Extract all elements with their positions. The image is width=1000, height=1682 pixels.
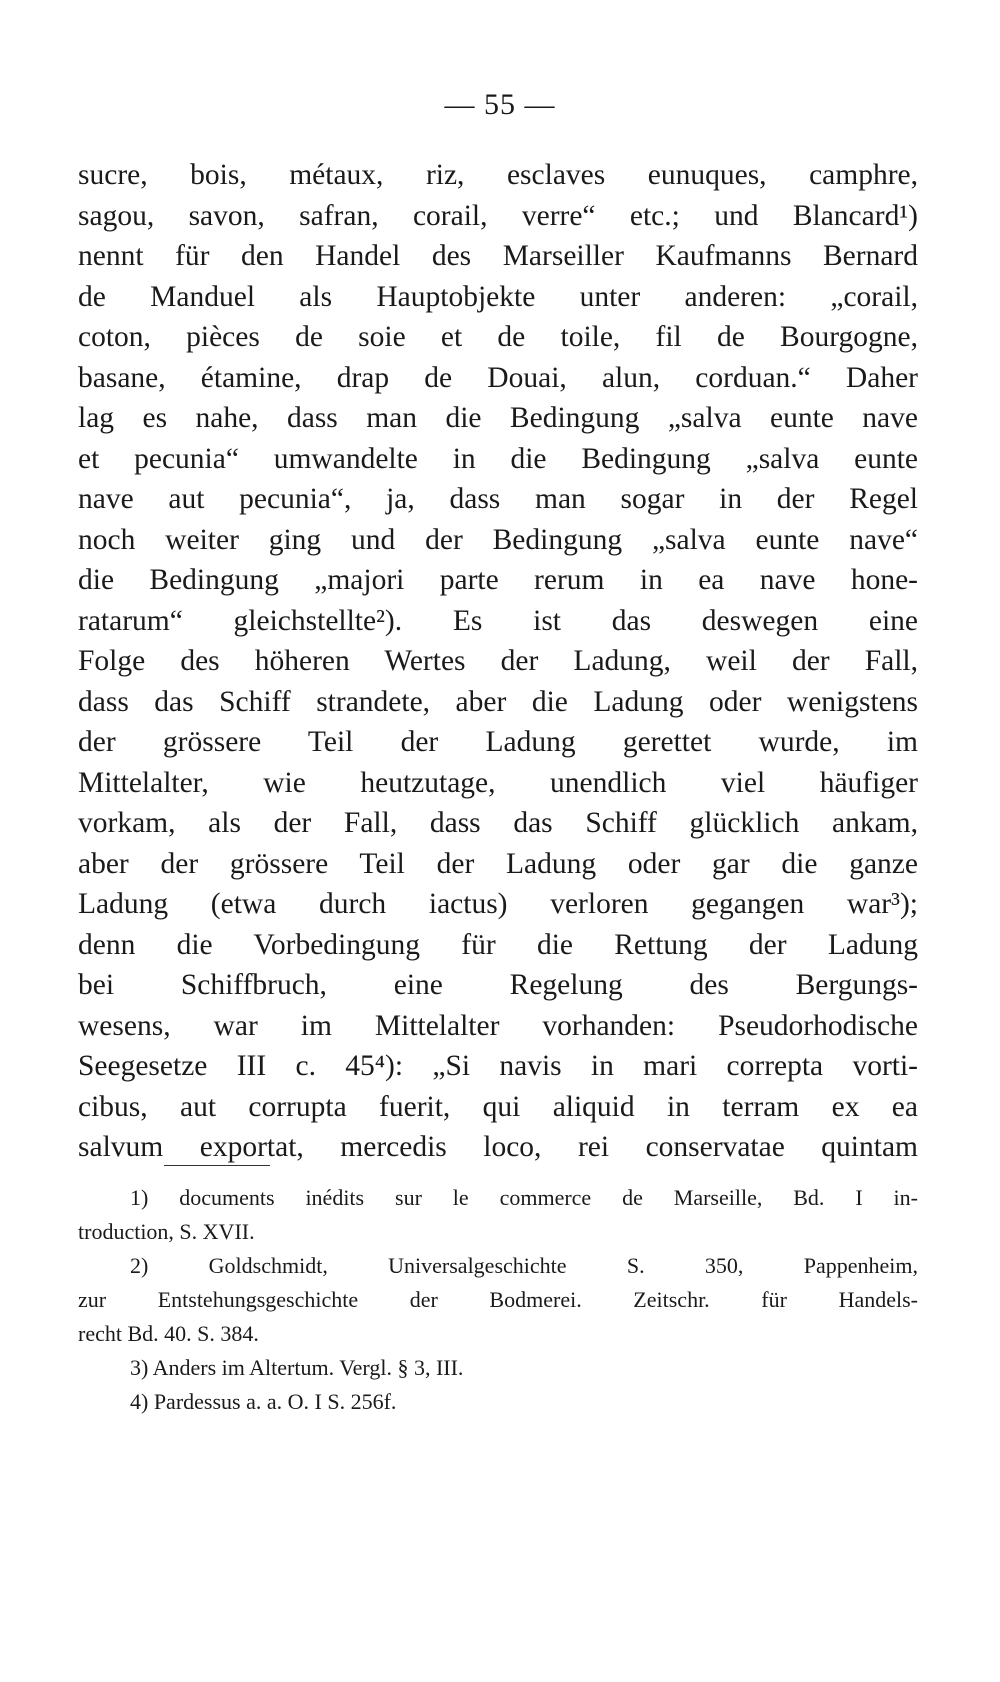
text-line: Folge des höheren Wertes der Ladung, weil der Fall,: [78, 645, 918, 677]
footnote-2-continuation: zur Entstehungsgeschichte der Bodmerei. Zeitschr. für Handels-: [78, 1287, 918, 1312]
text-line: sucre, bois, métaux, riz, esclaves eunuques, camphre,: [78, 159, 918, 191]
text-line: Ladung (etwa durch iactus) verloren gegangen war³);: [78, 888, 918, 920]
text-line: der grössere Teil der Ladung gerettet wurde, im: [78, 726, 918, 758]
text-line: et pecunia“ umwandelte in die Bedingung „salva eunte: [78, 442, 918, 475]
text-line: dass das Schiff strandete, aber die Ladung oder wenigstens: [78, 685, 918, 718]
text-line: die Bedingung „majori parte rerum in ea nave hone-: [78, 564, 918, 596]
text-line: noch weiter ging und der Bedingung „salva eunte nave“: [78, 523, 918, 556]
footnote-3: 3) Anders im Altertum. Vergl. § 3, III.: [130, 1355, 464, 1380]
text-line: lag es nahe, dass man die Bedingung „salva eunte nave: [78, 402, 918, 434]
text-line: Mittelalter, wie heutzutage, unendlich viel häufiger: [78, 766, 918, 799]
text-line: Seegesetze III c. 45⁴): „Si navis in mari correpta vorti-: [78, 1050, 918, 1082]
text-line: basane, étamine, drap de Douai, alun, corduan.“ Daher: [78, 361, 918, 394]
text-line: wesens, war im Mittelalter vorhanden: Pseudorhodische: [78, 1009, 918, 1042]
text-line: de Manduel als Hauptobjekte unter anderen: „corail,: [78, 280, 918, 313]
text-line: denn die Vorbedingung für die Rettung der Ladung: [78, 928, 918, 961]
footnote-1-continuation: troduction, S. XVII.: [78, 1219, 255, 1244]
body-text: [78, 155, 918, 1168]
text-line: nennt für den Handel des Marseiller Kaufmanns Bernard: [78, 240, 918, 272]
text-line: salvum exportat, mercedis loco, rei conservatae quintam: [78, 1131, 918, 1163]
text-line: bei Schiffbruch, eine Regelung des Bergungs-: [78, 969, 918, 1001]
footnote-2: 2) Goldschmidt, Universalgeschichte S. 350, Pappenheim,: [130, 1253, 918, 1278]
text-line: cibus, aut corrupta fuerit, qui aliquid in terram ex ea: [78, 1090, 918, 1123]
footnote-2-continuation: recht Bd. 40. S. 384.: [78, 1321, 259, 1346]
footnote-separator: [164, 1165, 270, 1166]
page-number: — 55 —: [444, 88, 556, 121]
footnotes: [78, 1181, 918, 1419]
text-line: aber der grössere Teil der Ladung oder gar die ganze: [78, 847, 918, 880]
text-line: ratarum“ gleichstellte²). Es ist das deswegen eine: [78, 604, 918, 637]
footnote-4: 4) Pardessus a. a. O. I S. 256f.: [130, 1389, 397, 1414]
text-line: nave aut pecunia“, ja, dass man sogar in der Regel: [78, 483, 918, 515]
text-line: vorkam, als der Fall, dass das Schiff glücklich ankam,: [78, 807, 918, 839]
footnote-1: 1) documents inédits sur le commerce de Marseille, Bd. I in-: [130, 1185, 918, 1210]
text-line: coton, pièces de soie et de toile, fil de Bourgogne,: [78, 321, 918, 353]
text-line: sagou, savon, safran, corail, verre“ etc.; und Blancard¹): [78, 199, 918, 232]
